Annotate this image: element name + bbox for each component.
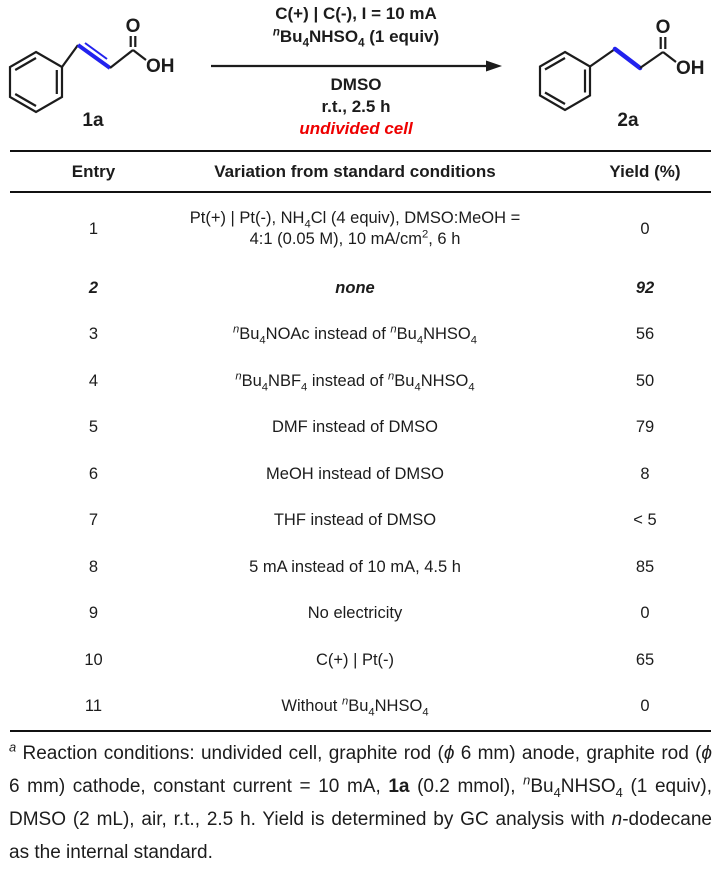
vinyl-chain bbox=[62, 36, 146, 68]
hydroxyl-label: OH bbox=[146, 56, 175, 77]
cell-variation: $^nBu_4NOAc$ instead of $^nBu_4NHSO_4$ bbox=[232, 323, 478, 347]
benzene-ring bbox=[540, 52, 590, 110]
cell-yield: 8 bbox=[640, 464, 650, 483]
cell-yield: 85 bbox=[635, 557, 655, 576]
benzene-ring bbox=[10, 52, 62, 112]
cell-entry: 7 bbox=[88, 511, 99, 530]
cell-yield: 65 bbox=[635, 650, 655, 669]
cell-variation: 5 mA instead of 10 mA, 4.5 h bbox=[249, 557, 461, 576]
cell-entry: 6 bbox=[88, 464, 99, 483]
header-variation: Variation from standard conditions bbox=[214, 161, 496, 181]
table-row bbox=[10, 265, 711, 312]
cell-yield: 0 bbox=[640, 604, 650, 623]
cell-variation: MeOH instead of DMSO bbox=[266, 464, 444, 483]
table-row bbox=[10, 637, 711, 684]
header-yield: Yield (%) bbox=[609, 161, 681, 181]
carbonyl-o-label: O bbox=[125, 16, 141, 37]
hydrogenated-bond bbox=[615, 49, 640, 68]
cell-entry: 2 bbox=[88, 278, 99, 297]
reactant-label: 1a bbox=[82, 110, 104, 131]
cell-yield: 79 bbox=[635, 418, 655, 437]
product-label: 2a bbox=[617, 110, 639, 131]
reactant-structure bbox=[0, 6, 190, 146]
cell-entry: 8 bbox=[88, 557, 99, 576]
cell-yield: < 5 bbox=[633, 511, 657, 530]
table-row bbox=[10, 498, 711, 545]
product-structure bbox=[521, 6, 721, 146]
cell-entry: 4 bbox=[88, 371, 99, 390]
hydroxyl-label: OH bbox=[676, 58, 705, 79]
cell-yield: 50 bbox=[635, 371, 655, 390]
cell-yield: 92 bbox=[635, 278, 655, 297]
cell-entry: 5 bbox=[88, 418, 99, 437]
cell-entry: 3 bbox=[88, 325, 99, 344]
cell-variation: Pt(+) | Pt(-), $NH_4Cl$ (4 equiv), DMSO:MeOH = 4:1 (0.05 M), 10 $mA/cm^2$, 6 h bbox=[189, 209, 521, 248]
cell-entry: 1 bbox=[88, 219, 99, 238]
cell-variation: $^nBu_4NBF_4$ instead of $^nBu_4NHSO_4$ bbox=[235, 370, 475, 394]
table-row bbox=[10, 405, 711, 452]
cell-variation: none bbox=[335, 278, 375, 297]
cell-yield: 56 bbox=[635, 325, 655, 344]
solvent-label: DMSO bbox=[330, 75, 382, 94]
temp-time-label: r.t., 2.5 h bbox=[321, 97, 391, 116]
table-row bbox=[10, 684, 711, 731]
table-row bbox=[10, 544, 711, 591]
table-row bbox=[10, 591, 711, 638]
carbonyl-o-label: O bbox=[655, 17, 671, 38]
cell-yield: 0 bbox=[640, 697, 650, 716]
table-row bbox=[10, 193, 711, 265]
table-header-row bbox=[10, 152, 711, 193]
cell-entry: 10 bbox=[84, 650, 103, 669]
table-row bbox=[10, 451, 711, 498]
cell-note: undivided cell bbox=[299, 119, 413, 138]
header-entry: Entry bbox=[71, 161, 116, 181]
cell-variation: THF instead of DMSO bbox=[273, 511, 437, 530]
cell-entry: 11 bbox=[84, 697, 103, 716]
cell-variation: No electricity bbox=[307, 604, 403, 623]
conditions-line-1: C(+) | C(-), I = 10 mA bbox=[275, 4, 437, 23]
cell-variation: DMF instead of DMSO bbox=[272, 418, 438, 437]
reaction-arrow bbox=[211, 58, 503, 74]
alkyl-chain bbox=[590, 37, 676, 68]
cell-variation: Without $^nBu_4NHSO_4$ bbox=[281, 695, 429, 719]
footnote: $^a$ Reaction conditions: undivided cell, graphite rod (ϕ 6 mm) anode, graphite rod (ϕ 6 mm) cathode, constant current = 10 mA, 1a (0.2 mmol), $^nBu_4NHSO_4$ (1 equiv), DMSO (2 mL), air, r.t., 2.5 h. Yield is determined by GC analysis with n-dodecane as the internal standard. bbox=[9, 739, 712, 863]
table-row bbox=[10, 312, 711, 359]
cell-variation: C(+) | Pt(-) bbox=[315, 650, 395, 669]
reaction-scheme bbox=[0, 0, 721, 148]
table-body bbox=[10, 193, 711, 730]
conditions-line-2: $^nBu_4NHSO_4$ (1 equiv) bbox=[272, 26, 440, 50]
cell-entry: 9 bbox=[88, 604, 99, 623]
table-row bbox=[10, 358, 711, 405]
cell-yield: 0 bbox=[640, 219, 650, 238]
results-table bbox=[10, 150, 711, 732]
